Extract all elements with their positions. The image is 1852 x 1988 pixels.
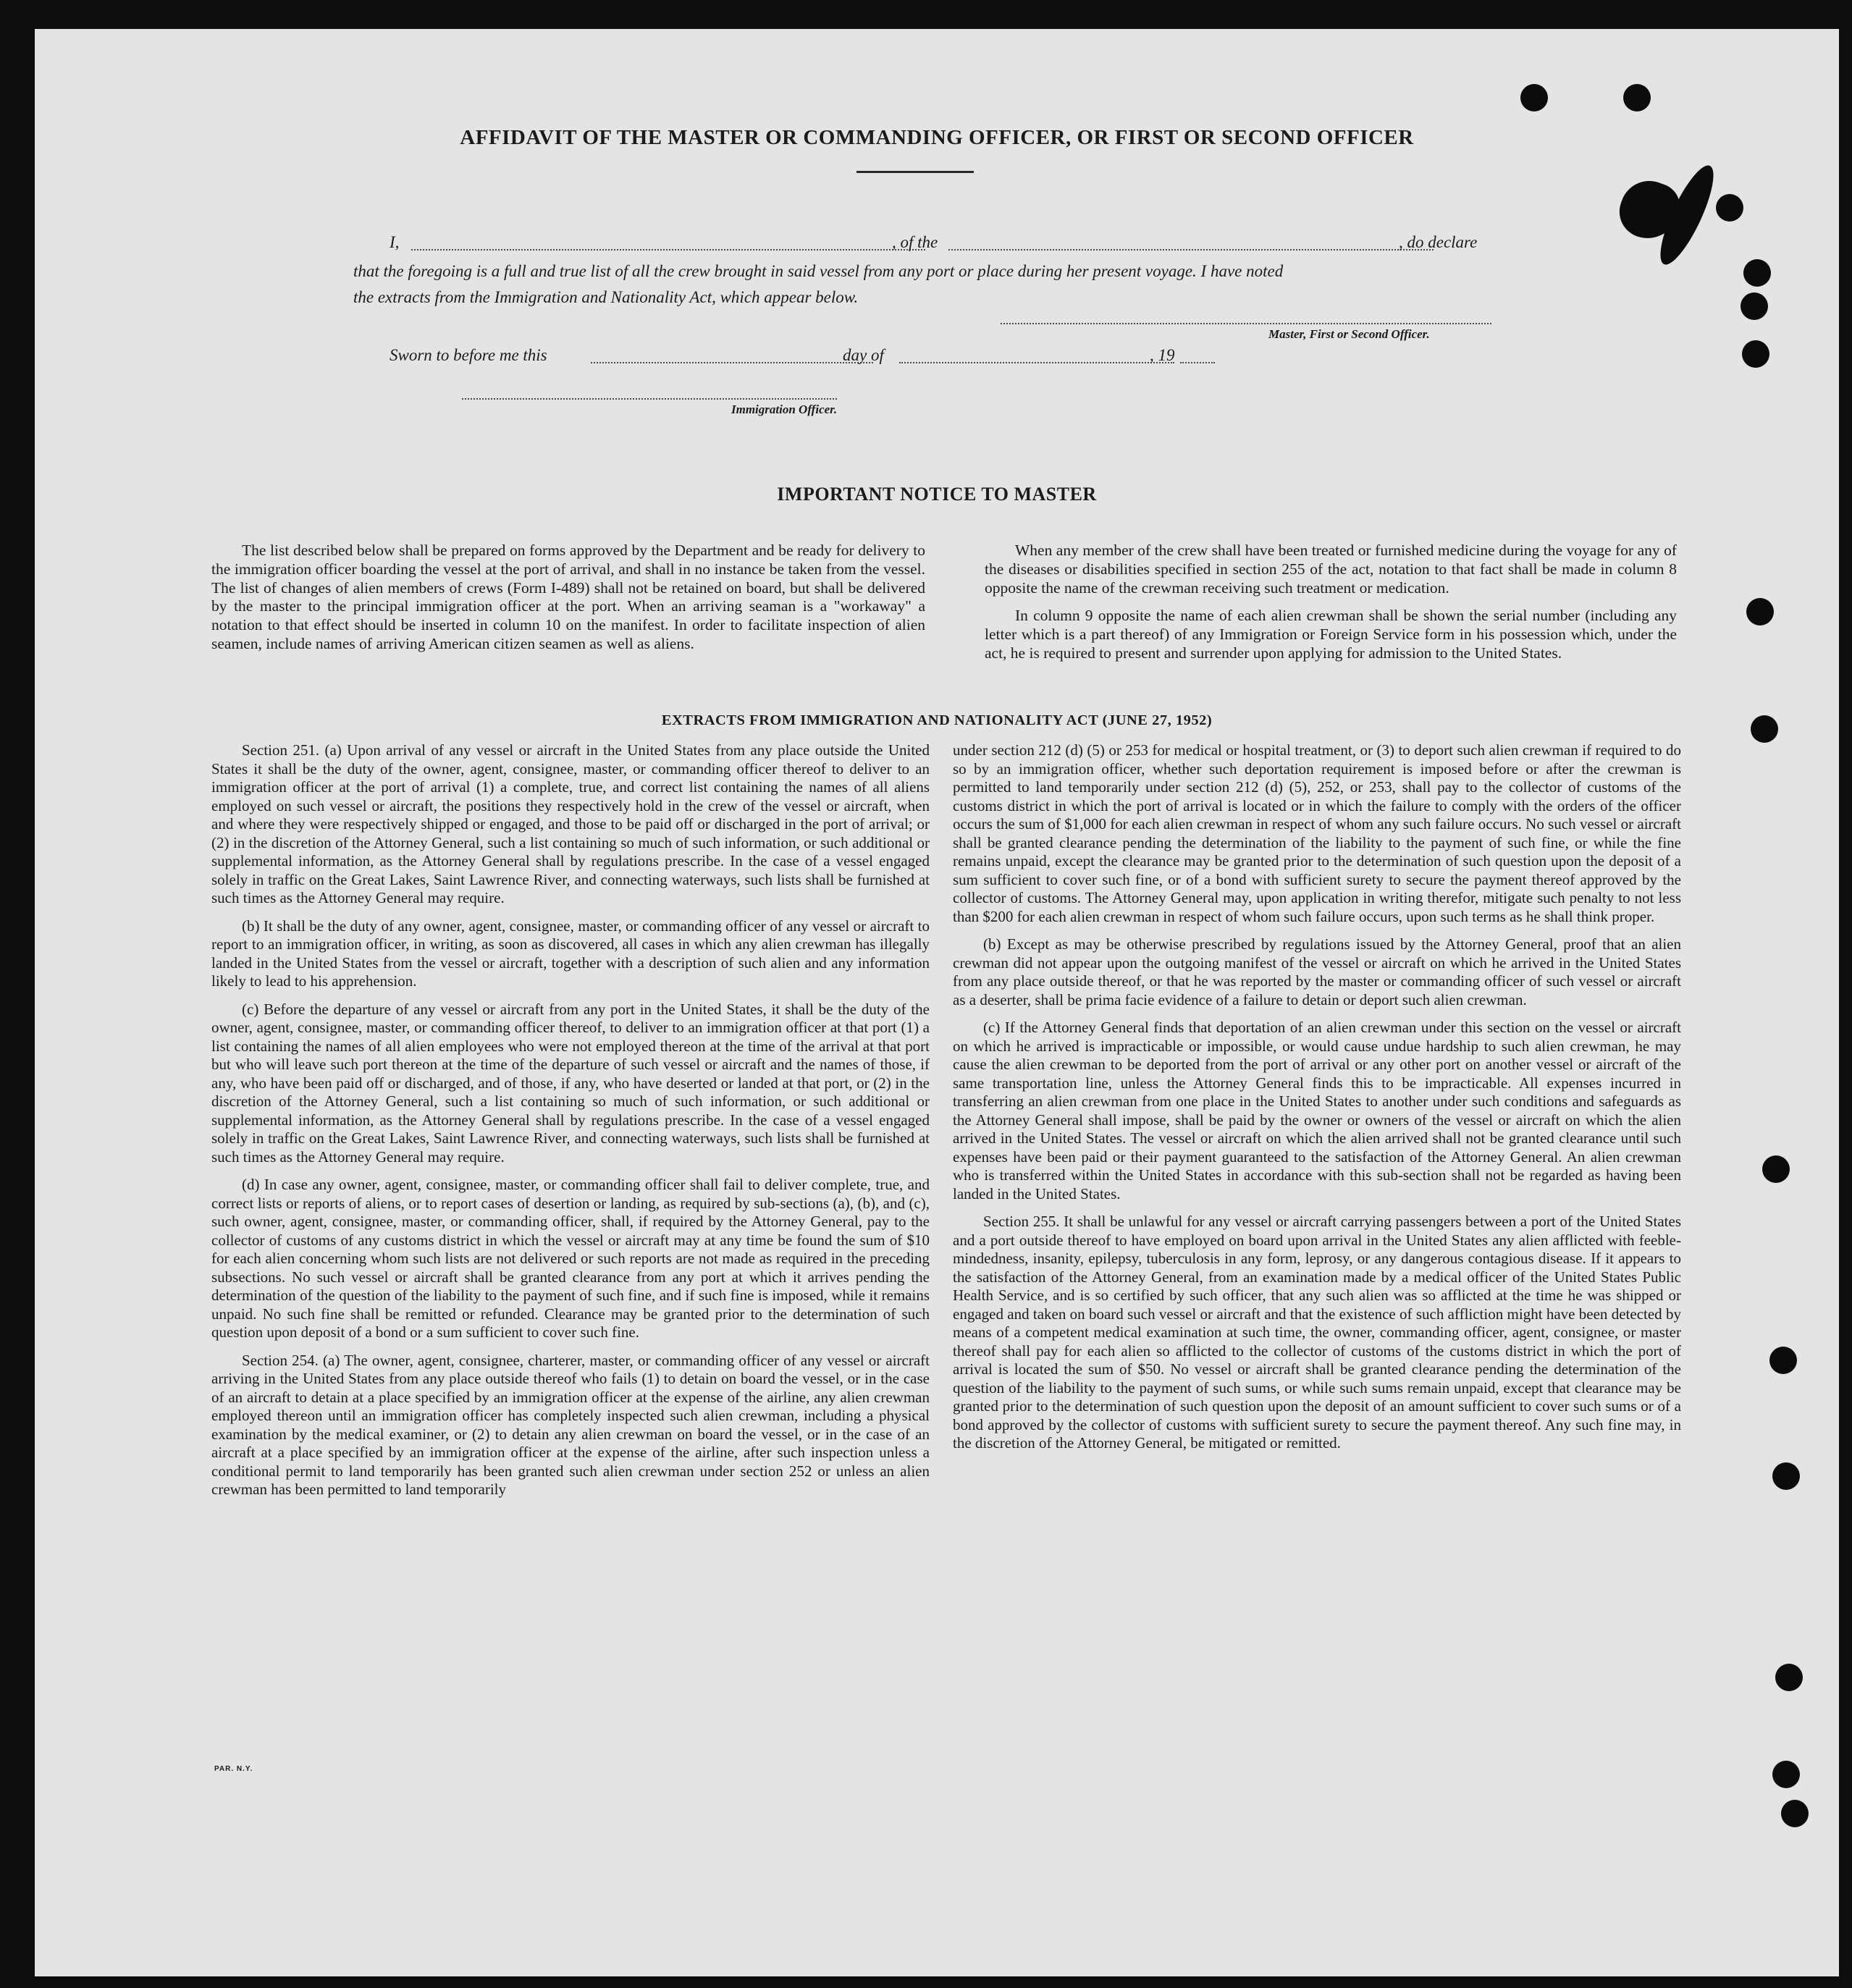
- punch-hole: [1741, 292, 1768, 320]
- extract-section-255: Section 255. It shall be unlawful for any vessel or aircraft carrying passengers between a port of the United States and a port outside thereof to have employed on board upon arrival in the United States any alien afflicted with feeble-mindedness, insanity, epilepsy, tuberculosis in any form, leprosy, or any dangerous contagious disease. If it appears to the satisfaction of the Attorney General, from an examination made by a medical officer of the United States Public Health Service, and is so certified by such officer, that any such alien was so afflicted at the time he was shipped or engaged and taken on board such vessel or aircraft and that the existence of such affliction might have been detected by means of a competent medical examination at such time, the owner, commanding officer, agent, consignee, or master thereof shall pay for each alien so afflicted to the collector of customs of the customs district in which the port of arrival is located the sum of $50. No vessel or aircraft shall be granted clearance pending the determination of the question of the liability to the payment of such sums, or while such sums remain unpaid, except that clearance may be granted prior to the determination of such question upon the deposit of an amount sufficient to cover such sums or of a bond approved by the collector of customs with sufficient surety to secure the payment thereof. Any such fine may, in the discretion of the Attorney General, be mitigated or remitted.: [953, 1213, 1681, 1452]
- punch-hole: [1751, 715, 1778, 743]
- sworn-year-field[interactable]: [1180, 362, 1215, 363]
- notice-left-paragraph: The list described below shall be prepared on forms approved by the Department and be ready for delivery to the immigration officer boarding the vessel at the port of arrival, and shall in no instance be taken from the vessel. The list of changes of alien members of crews (Form I-489) shall not be retained on board, but shall be delivered by the master to the principal immigration officer at the port. When an arriving seaman is a "workaway" a notation to that effect should be inserted in column 10 on the manifest. In order to facilitate inspection of alien seamen, include names of arriving American citizen seamen as well as aliens.: [211, 542, 925, 652]
- punch-hole: [1762, 1155, 1790, 1183]
- extract-section-254a-cont: under section 212 (d) (5) or 253 for medical or hospital treatment, or (3) to deport such alien crewman if required to do so by an immigration officer, whether such deportation requirement is imposed before or after the crewman is permitted to land temporarily under section 212 (d) (5), 252, or 253, shall pay to the collector of customs of the customs district in which the port of arrival is located or in which the failure to comply with the orders of the officer occurs the sum of $1,000 for each alien crewman in respect of whom any such failure occurs. No such vessel or aircraft shall be granted clearance pending the determination of the liability to the payment of such fine, or while the fine remains unpaid, except the clearance may be granted prior to the determination of such question upon the deposit of a sum sufficient to cover such fine, or of a bond with sufficient surety to secure the payment thereof approved by the collector of customs. The Attorney General may, upon application in writing therefor, mitigate such penalty to not less than $200 for each alien crewman in respect of whom such failure occurs, upon such terms as he shall think proper.: [953, 741, 1681, 925]
- notice-left-column: [211, 542, 925, 654]
- master-signature-field[interactable]: [1001, 323, 1491, 324]
- i-label: I,: [390, 233, 400, 251]
- extract-section-254c: (c) If the Attorney General finds that deportation of an alien crewman under this section on the vessel or aircraft on which he arrived is impracticable or impossible, or would cause undue hardship to such alien crewman, he may cause the alien crewman to be deported from the port of arrival or any other port on another vessel or aircraft of the same transportation line, unless the Attorney General finds this to be impracticable. All expenses incurred in transferring an alien crewman from one place in the United States to another under such conditions and safeguards as the Attorney General shall impose, shall be paid by the owner or owners of the vessel or aircraft on which the alien arrived in the United States. The vessel or aircraft on which the alien arrived shall not be granted clearance until such expenses have been paid or their payment guaranteed to the satisfaction of the Attorney General. An alien crewman who is transferred within the United States in accordance with this sub-section shall not be regarded as having been landed in the United States.: [953, 1019, 1681, 1203]
- printer-mark: PAR. N.Y.: [214, 1765, 253, 1773]
- title-underline: [856, 171, 974, 173]
- notice-right-paragraph-2: In column 9 opposite the name of each alien crewman shall be shown the serial number (including any letter which is a part thereof) of any Immigration or Foreign Service form in his possession which, under the act, he is required to present and surrender upon applying for admission to the United States.: [985, 607, 1677, 662]
- affidavit-title: AFFIDAVIT OF THE MASTER OR COMMANDING OFFICER, OR FIRST OR SECOND OFFICER: [460, 126, 1414, 149]
- extracts-left-column: [211, 741, 930, 1499]
- punch-hole: [1520, 84, 1548, 111]
- punch-hole: [1746, 598, 1774, 626]
- notice-right-column: [985, 542, 1677, 663]
- notice-title: IMPORTANT NOTICE TO MASTER: [777, 484, 1097, 505]
- officer-signature-field[interactable]: [462, 398, 837, 400]
- document-page: [35, 29, 1839, 1976]
- do-declare-label: , do declare: [1399, 233, 1478, 251]
- punch-hole: [1623, 84, 1651, 111]
- punch-hole: [1772, 1761, 1800, 1788]
- sworn-month-field[interactable]: [899, 362, 1174, 363]
- sworn-day-field[interactable]: [591, 362, 873, 363]
- statement-line-1: that the foregoing is a full and true list of all the crew brought in said vessel from any port or place during her present voyage. I have noted: [353, 262, 1284, 280]
- punch-hole: [1743, 259, 1771, 287]
- statement-line-2: the extracts from the Immigration and Nationality Act, which appear below.: [353, 288, 859, 306]
- punch-hole: [1775, 1664, 1803, 1691]
- vessel-field[interactable]: [948, 249, 1434, 250]
- punch-hole: [1781, 1800, 1809, 1827]
- punch-hole: [1742, 340, 1769, 368]
- name-field[interactable]: [411, 249, 925, 250]
- extracts-title: EXTRACTS FROM IMMIGRATION AND NATIONALITY ACT (JUNE 27, 1952): [661, 712, 1213, 728]
- punch-hole: [1772, 1462, 1800, 1490]
- notice-right-paragraph-1: When any member of the crew shall have been treated or furnished medicine during the voyage for any of the diseases or disabilities specified in section 255 of the act, notation to that fact shall be made in column 8 opposite the name of the crewman receiving such treatment or medication.: [985, 542, 1677, 597]
- extract-section-251c: (c) Before the departure of any vessel or aircraft from any port in the United States, it shall be the duty of the owner, agent, consignee, master, or commanding officer thereof, to deliver to an immigration officer at that port (1) a list containing the names of all alien employees who were not employed thereon at the time of the arrival at that port but who will leave such port thereon at the time of the departure of such vessel or aircraft and the names of those, if any, who have been paid off or discharged, and of those, if any, who have deserted or landed at that port, or (2) in the discretion of the Attorney General, such a list containing so much of such information, or such additional or supplemental information, as the Attorney General shall by regulations prescribe. In the case of a vessel engaged solely in traffic on the Great Lakes, Saint Lawrence River, and connecting waterways, such lists shall be furnished at such times as the Attorney General may require.: [211, 1000, 930, 1166]
- officer-signature-label: Immigration Officer.: [731, 403, 838, 416]
- master-signature-label: Master, First or Second Officer.: [1268, 327, 1430, 341]
- extract-section-251b: (b) It shall be the duty of any owner, agent, consignee, master, or commanding officer of any vessel or aircraft to report to an immigration officer, in writing, as soon as discovered, all cases in which any alien crewman has illegally landed in the United States from the vessel or aircraft, together with a description of such alien and any information likely to lead to his apprehension.: [211, 917, 930, 990]
- of-the-label: , of the: [892, 233, 938, 251]
- extract-section-254a: Section 254. (a) The owner, agent, consignee, charterer, master, or commanding officer of any vessel or aircraft arriving in the United States from any place outside thereof who fails (1) to detain on board the vessel, or in the case of an aircraft to detain at a place specified by an immigration officer at the expense of the airline, any alien crewman employed thereon until an immigration officer has completely inspected such alien crewman, including a physical examination by the medical examiner, or (2) to detain any alien crewman on board the vessel, or in the case of an aircraft at a place specified by an immigration officer at the expense of the airline, after such inspection unless a conditional permit to land temporarily has been granted such alien crewman under section 252 or unless an alien crewman has been permitted to land temporarily: [211, 1351, 930, 1498]
- extract-section-251d: (d) In case any owner, agent, consignee, master, or commanding officer shall fail to deliver complete, true, and correct lists or reports of aliens, or to report cases of desertion or landing, as required by sub-sections (a), (b), and (c), such owner, agent, consignee, master, or commanding officer, shall, if required by the Attorney General, pay to the collector of customs of any customs district in which the vessel or aircraft may at any time be found the sum of $10 for each alien concerning whom such lists are not delivered or such reports are not made as required in the preceding subsections. No such vessel or aircraft shall be granted clearance from any port at which it arrives pending the determination of the question of the liability to the payment of such fine, and if such fine is imposed, while it remains unpaid. No such fine shall be remitted or refunded. Clearance may be granted prior to the determination of such question upon deposit of a bond or a sum sufficient to cover such fine.: [211, 1176, 930, 1341]
- punch-hole: [1716, 194, 1743, 222]
- year-label: , 19: [1150, 346, 1175, 364]
- day-of-label: day of: [843, 346, 884, 364]
- sworn-label: Sworn to before me this: [390, 346, 547, 364]
- extract-section-251a: Section 251. (a) Upon arrival of any vessel or aircraft in the United States from any place outside the United States it shall be the duty of the owner, agent, consignee, master, or commanding officer thereof to deliver to an immigration officer at the port of arrival (1) a complete, true, and correct list containing the names of all aliens employed on such vessel or aircraft, the positions they respectively hold in the crew of the vessel or aircraft, when and where they were respectively shipped or engaged, and those to be paid off or discharged in the port of arrival; or (2) in the discretion of the Attorney General, such a list containing so much of such information, or such additional or supplemental information, as the Attorney General shall by regulations prescribe. In the case of a vessel engaged solely in traffic on the Great Lakes, Saint Lawrence River, and connecting waterways, such lists shall be furnished at such times as the Attorney General may require.: [211, 741, 930, 906]
- punch-hole: [1769, 1347, 1797, 1374]
- extract-section-254b: (b) Except as may be otherwise prescribed by regulations issued by the Attorney General, proof that an alien crewman did not appear upon the outgoing manifest of the vessel or aircraft on which he arrived in the United States from any place outside thereof, or that he was reported by the master or commanding officer of such vessel or aircraft as a deserter, shall be prima facie evidence of a failure to detain or deport such alien crewman.: [953, 935, 1681, 1008]
- extracts-right-column: [953, 741, 1681, 1453]
